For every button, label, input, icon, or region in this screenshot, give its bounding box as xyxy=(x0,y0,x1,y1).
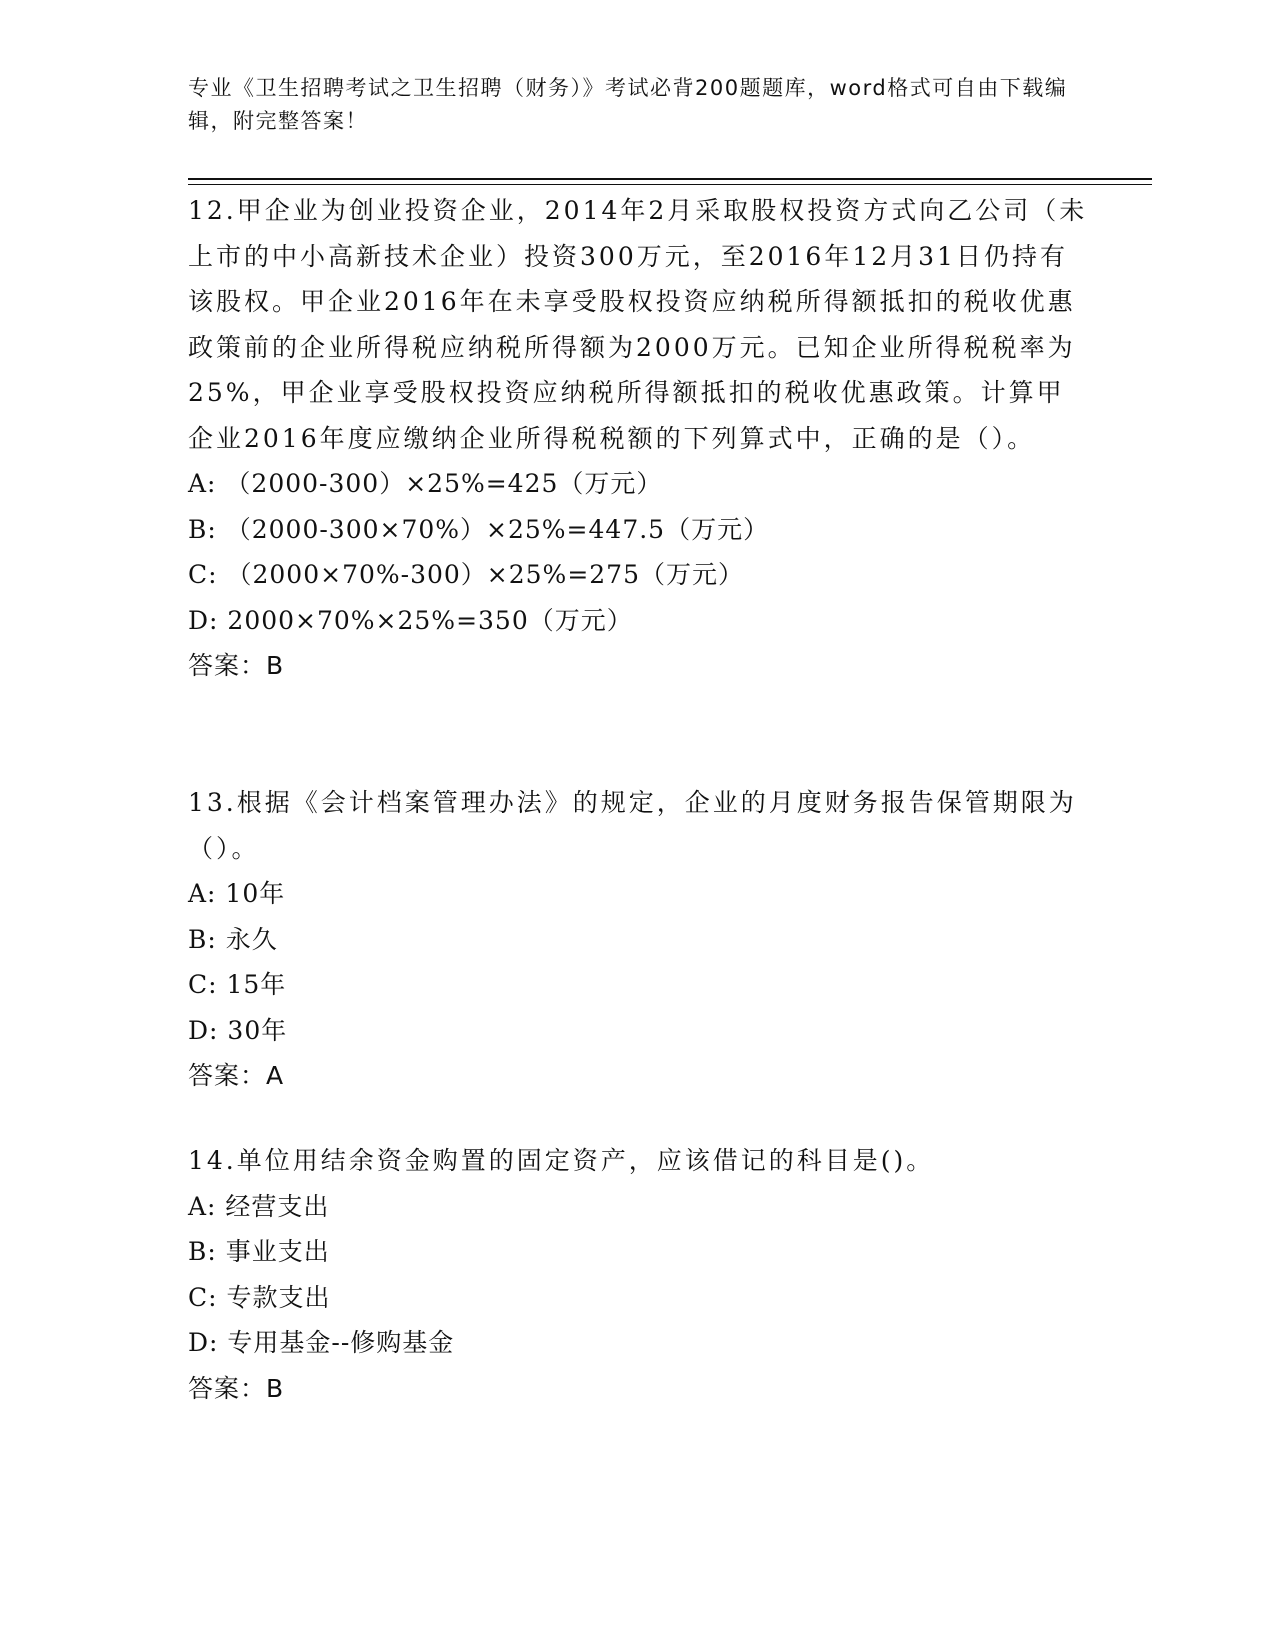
question-12 xyxy=(188,188,1088,689)
answer: 答案：B xyxy=(188,1373,285,1403)
header-divider-thick xyxy=(188,178,1152,180)
question-stem: 12.甲企业为创业投资企业，2014年2月采取股权投资方式向乙公司（未上市的中小高新技术企业）投资300万元，至2016年12月31日仍持有该股权。甲企业2016年在未享受股权投资应纳税所得额抵扣的税收优惠政策前的企业所得税应纳税所得额为2000万元。已知企业所得税税率为25%，甲企业享受股权投资应纳税所得额抵扣的税收优惠政策。计算甲企业2016年度应缴纳企业所得税税额的下列算式中，正确的是（）。 xyxy=(188,196,1088,453)
answer: 答案：B xyxy=(188,651,285,680)
question-stem: 14.单位用结余资金购置的固定资产，应该借记的科目是()。 xyxy=(188,1146,935,1175)
option-d: D: 2000×70%×25%=350（万元） xyxy=(188,605,633,635)
option-b: B: 永久 xyxy=(188,924,278,954)
option-d: D: 30年 xyxy=(188,1015,288,1045)
option-a: A: 经营支出 xyxy=(188,1191,330,1221)
option-a: A: 10年 xyxy=(188,879,286,908)
option-d: D: 专用基金--修购基金 xyxy=(188,1328,455,1357)
option-c: C: （2000×70%-300）×25%=275（万元） xyxy=(188,560,744,589)
question-14 xyxy=(188,1138,1088,1411)
option-c: C: 15年 xyxy=(188,970,287,999)
option-b: B: （2000-300×70%）×25%=447.5（万元） xyxy=(188,514,770,544)
document-header: 专业《卫生招聘考试之卫生招聘（财务）》考试必背200题题库，word格式可自由下载编辑，附完整答案！ xyxy=(188,76,1068,133)
answer: 答案：A xyxy=(188,1061,285,1090)
option-c: C: 专款支出 xyxy=(188,1282,331,1312)
question-stem: 13.根据《会计档案管理办法》的规定，企业的月度财务报告保管期限为（）。 xyxy=(188,788,1077,863)
question-13 xyxy=(188,780,1088,1099)
option-b: B: 事业支出 xyxy=(188,1237,330,1266)
option-a: A: （2000-300）×25%=425（万元） xyxy=(188,469,663,498)
header-divider-thin xyxy=(188,184,1152,185)
